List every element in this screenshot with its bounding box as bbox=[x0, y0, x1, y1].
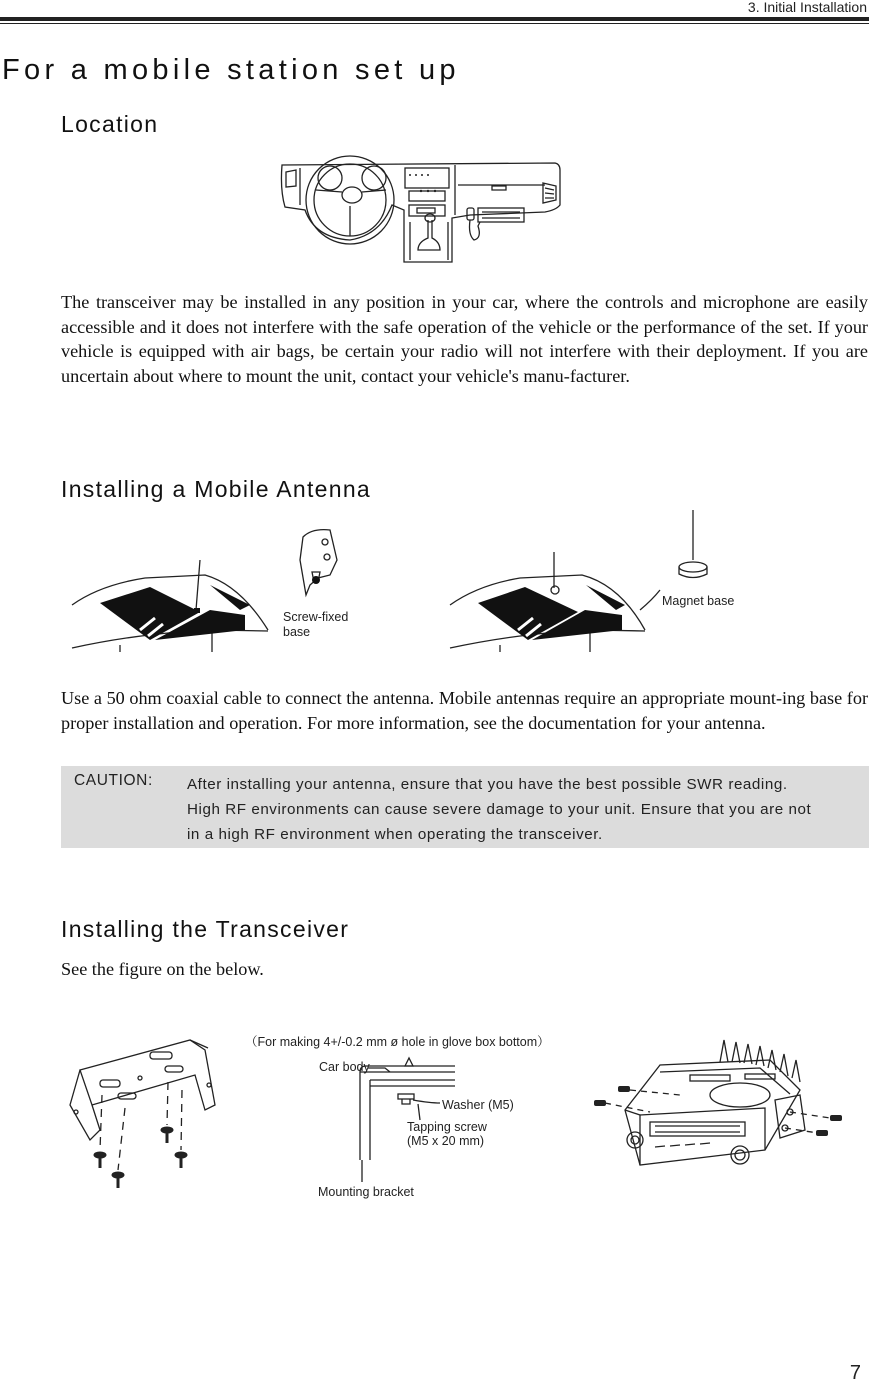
location-heading: Location bbox=[61, 111, 159, 137]
washer-label: Washer (M5) bbox=[442, 1098, 514, 1112]
car-body-label: Car body bbox=[319, 1060, 370, 1074]
caution-label: CAUTION: bbox=[74, 772, 153, 789]
caution-line: High RF environments can cause severe damage to your unit. Ensure that you are not bbox=[187, 801, 812, 818]
transceiver-heading: Installing the Transceiver bbox=[61, 916, 350, 942]
caution-line: After installing your antenna, ensure that you have the best possible SWR reading. bbox=[187, 776, 788, 793]
running-header: 3. Initial Installation bbox=[747, 0, 867, 15]
screw-fixed-label-line1: Screw-fixed bbox=[283, 610, 349, 624]
antenna-heading: Installing a Mobile Antenna bbox=[61, 476, 372, 502]
tapping-screw-label-line1: Tapping screw bbox=[407, 1120, 487, 1134]
hole-note: （For making 4+/-0.2 mm ø hole in glove box bottom） bbox=[245, 1035, 550, 1049]
transceiver-paragraph: See the figure on the below. bbox=[61, 959, 264, 979]
tapping-screw-label-line2: (M5 x 20 mm) bbox=[407, 1134, 485, 1148]
page-title: For a mobile station set up bbox=[2, 54, 460, 86]
caution-line: in a high RF environment when operating the transceiver. bbox=[187, 826, 603, 843]
page-number: 7 bbox=[849, 1362, 861, 1384]
screw-fixed-label-line2: base bbox=[283, 625, 311, 639]
antenna-paragraph: Use a 50 ohm coaxial cable to connect the antenna. Mobile antennas require an appropriate mount-ing base for proper installation and operation. For more information, see the documentation for your antenna. bbox=[61, 688, 868, 733]
mounting-bracket-label: Mounting bracket bbox=[318, 1185, 414, 1199]
location-paragraph: The transceiver may be installed in any position in your car, where the controls and microphone are easily accessible and it does not interfere with the safe operation of the vehicle or the performance of the set. If your vehicle is equipped with air bags, be certain your radio will not interfere with their deployment. If you are uncertain about where to mount the unit, contact your vehicle's manu-facturer. bbox=[61, 292, 868, 386]
magnet-base-label: Magnet base bbox=[662, 594, 735, 608]
